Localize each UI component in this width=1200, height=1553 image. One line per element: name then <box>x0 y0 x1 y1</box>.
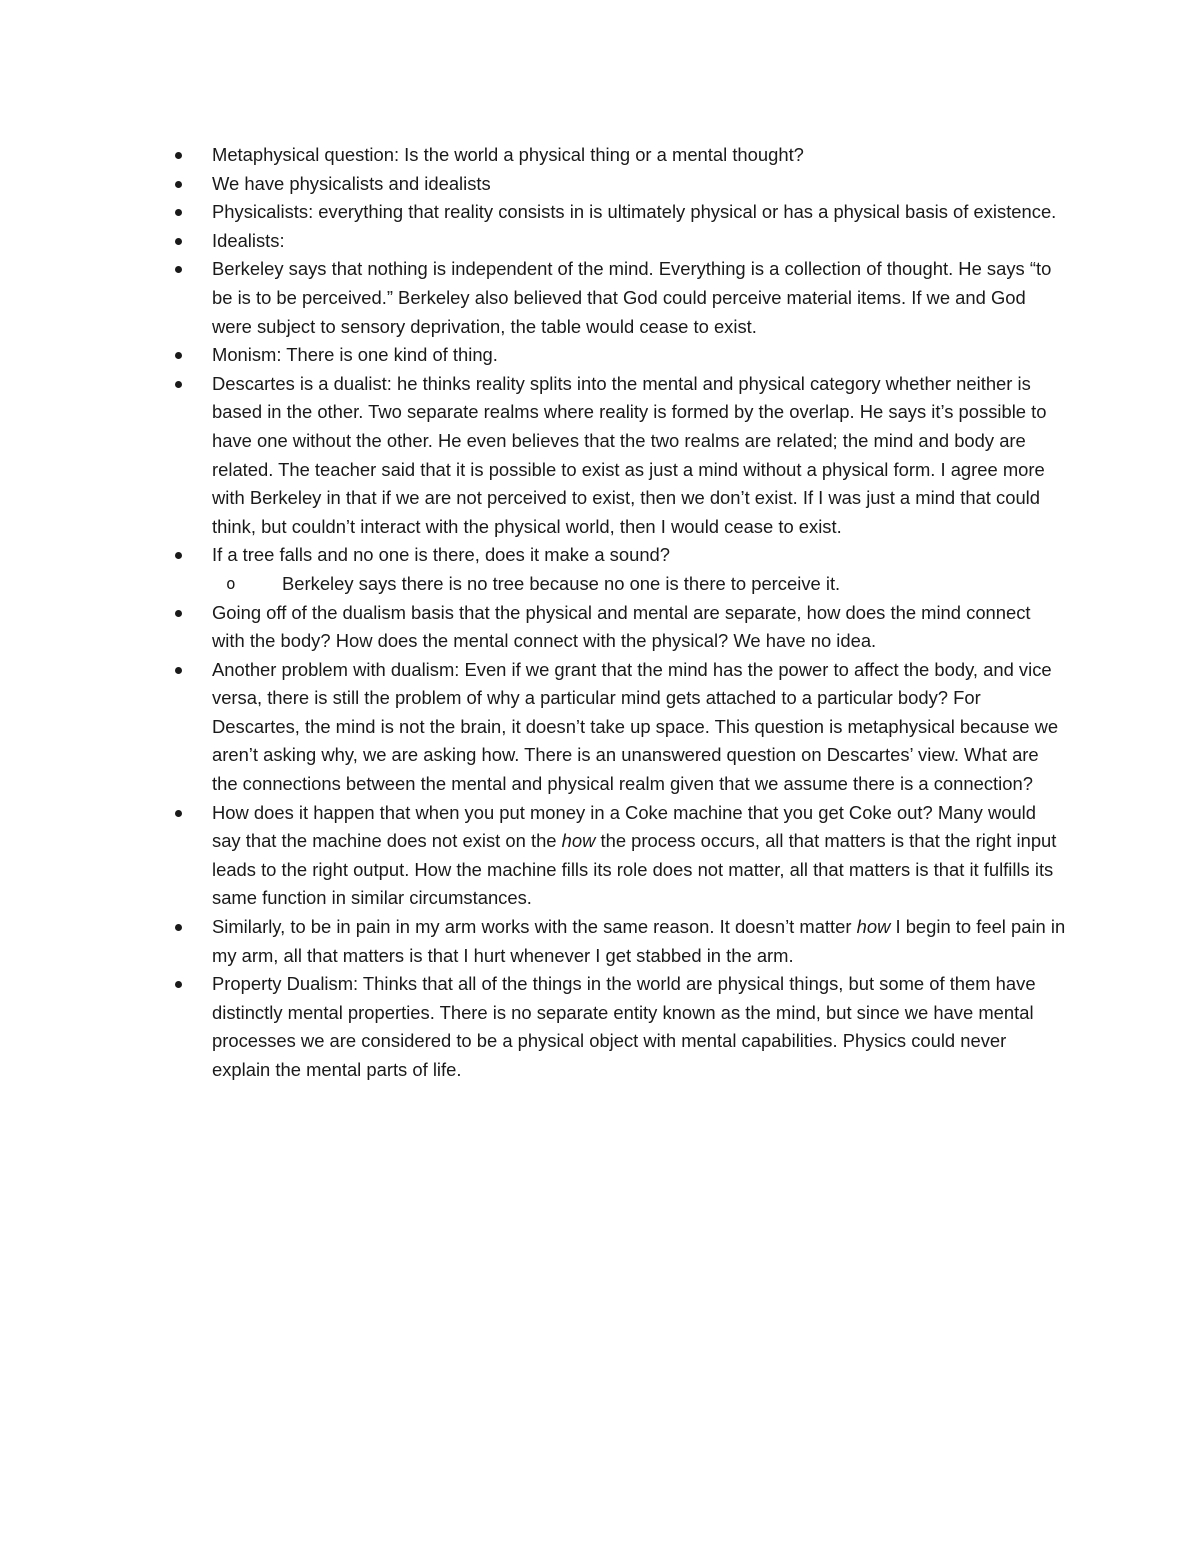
list-item-text: We have physicalists and idealists <box>212 172 491 194</box>
bullet-icon <box>175 667 182 674</box>
list-item-text <box>212 916 1065 966</box>
text-segment: Similarly, to be in pain in my arm works with the same reason. It doesn’t matter <box>212 916 857 938</box>
sub-list-item-text: Berkeley says there is no tree because no one is there to perceive it. <box>282 572 841 594</box>
sub-bullet-list <box>212 570 1068 599</box>
list-item-text: Berkeley says that nothing is independent of the mind. Everything is a collection of thought. He says “to be is to be perceived.” Berkeley also believed that God could perceive material items. If we and God were subject to sensory deprivation, the table would cease to exist. <box>212 258 1052 337</box>
list-item <box>168 341 1068 370</box>
emphasis-text: how <box>856 916 891 938</box>
list-item <box>168 198 1068 227</box>
list-item-text: Descartes is a dualist: he thinks reality splits into the mental and physical category whether neither is based in the other. Two separate realms where reality is formed by the overlap. He says it’s possible to have one without the other. He even believes that the two realms are related; the mind and body are related. The teacher said that it is possible to exist as just a mind without a physical form. I agree more with Berkeley in that if we are not perceived to exist, then we don’t exist. If I was just a mind that could think, but couldn’t interact with the physical world, then I would cease to exist. <box>212 372 1047 537</box>
list-item <box>168 913 1068 970</box>
emphasis-text: how <box>561 830 596 852</box>
list-item-text: Metaphysical question: Is the world a physical thing or a mental thought? <box>212 144 804 165</box>
list-item <box>168 599 1068 656</box>
list-item <box>168 170 1068 199</box>
bullet-icon <box>175 924 182 931</box>
bullet-icon <box>175 810 182 817</box>
list-item-text: Another problem with dualism: Even if we grant that the mind has the power to affect the body, and vice versa, there is still the problem of why a particular mind gets attached to a particular body? For Descartes, the mind is not the brain, it doesn’t take up space. This question is metaphysical because we aren’t asking why, we are asking how. There is an unanswered question on Descartes’ view. What are the connections between the mental and physical realm given that we assume there is a connection? <box>212 658 1059 795</box>
bullet-icon <box>175 181 182 188</box>
bullet-icon <box>175 209 182 216</box>
list-item-text: Going off of the dualism basis that the physical and mental are separate, how does the mind connect with the body? How does the mental connect with the physical? We have no idea. <box>212 601 1031 652</box>
list-item <box>168 370 1068 542</box>
list-item <box>168 141 1068 170</box>
list-item-text: Property Dualism: Thinks that all of the things in the world are physical things, but some of them have distinctly mental properties. There is no separate entity known as the mind, but since we have mental processes we are considered to be a physical object with mental capabilities. Physics could never explain the mental parts of life. <box>212 973 1036 1080</box>
list-item <box>168 541 1068 598</box>
list-item-text: Physicalists: everything that reality consists in is ultimately physical or has a physical basis of existence. <box>212 201 1057 223</box>
bullet-list <box>168 141 1068 1085</box>
bullet-icon <box>175 266 182 273</box>
list-item-text: Monism: There is one kind of thing. <box>212 344 498 366</box>
list-item-text: Idealists: <box>212 229 285 251</box>
list-item <box>168 656 1068 799</box>
bullet-icon <box>175 552 182 559</box>
list-item <box>168 227 1068 256</box>
hollow-bullet-icon: o <box>226 573 236 593</box>
bullet-icon <box>175 610 182 617</box>
document-body <box>168 141 1068 1085</box>
sub-list-item <box>212 570 1068 599</box>
text-segment: the process occurs, all that matters is that the right input leads to the right output. How the machine fills its role does not matter, all that matters is that it fulfills its same function in similar circumstances. <box>212 830 1057 909</box>
text-segment: How does it happen that when you put money in a Coke machine that you get Coke out? Many would say that the machine does not exist on the <box>212 801 1036 852</box>
text-segment: I begin to feel pain in my arm, all that matters is that I hurt whenever I get stabbed in the arm. <box>212 916 1066 966</box>
bullet-icon <box>175 981 182 988</box>
bullet-icon <box>175 152 182 159</box>
bullet-icon <box>175 352 182 359</box>
list-item-text: If a tree falls and no one is there, does it make a sound? <box>212 544 671 566</box>
bullet-icon <box>175 381 182 388</box>
list-item <box>168 799 1068 913</box>
list-item-text <box>212 802 1056 909</box>
list-item <box>168 255 1068 341</box>
list-item <box>168 970 1068 1084</box>
bullet-icon <box>175 238 182 245</box>
